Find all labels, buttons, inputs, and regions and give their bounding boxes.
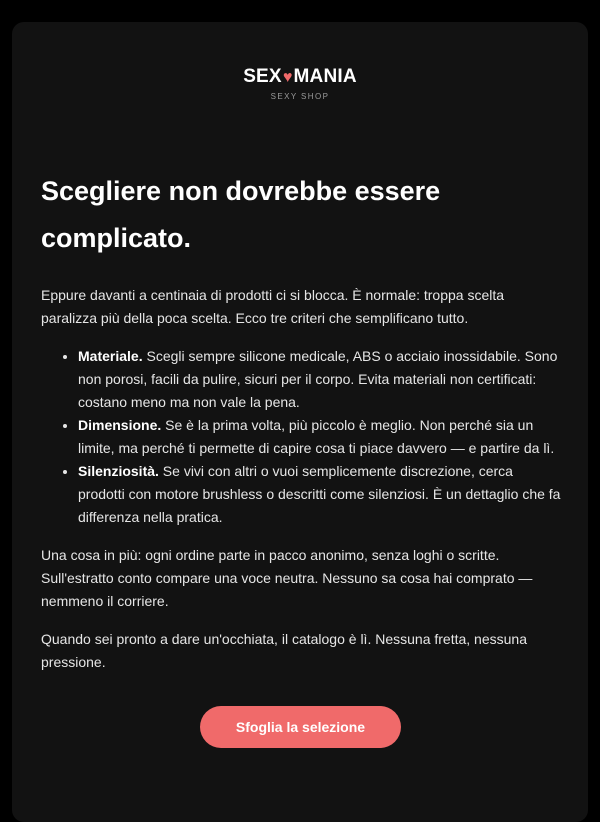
intro-paragraph: Eppure davanti a centinaia di prodotti ci si blocca. È normale: troppa scelta paralizza più della poca scelta. Ecco tre criteri che semplificano tutto. (41, 287, 505, 326)
heart-icon: ♥ (282, 69, 293, 86)
logo-tagline: SEXY SHOP (270, 92, 330, 101)
criteria-text: Se è la prima volta, più piccolo è meglio. Non perché sia un limite, ma perché ti permette di capire cosa ti piace davvero — e partire da lì. (78, 417, 555, 456)
email-headline: Scegliere non dovrebbe essere complicato. (41, 176, 441, 253)
criteria-item-size (78, 414, 561, 460)
email-card (12, 22, 588, 822)
criteria-title: Silenziosità. (78, 463, 159, 479)
criteria-title: Materiale. (78, 348, 143, 364)
criteria-item-material (78, 345, 561, 414)
criteria-list (41, 345, 561, 529)
browse-selection-button[interactable]: Sfoglia la selezione (200, 706, 401, 748)
closing-paragraph: Quando sei pronto a dare un'occhiata, il catalogo è lì. Nessuna fretta, nessuna pressione. (41, 631, 527, 670)
criteria-title: Dimensione. (78, 417, 162, 433)
logo-wordmark (243, 66, 357, 89)
criteria-text: Se vivi con altri o vuoi semplicemente discrezione, cerca prodotti con motore brushless o descritti come silenziosi. È un dettaglio che fa differenza nella pratica. (78, 463, 561, 525)
logo-text-left: SEX (243, 66, 282, 87)
logo-text-right: MANIA (293, 66, 357, 87)
email-body (41, 168, 561, 674)
privacy-paragraph: Una cosa in più: ogni ordine parte in pacco anonimo, senza loghi o scritte. Sull'estratto conto compare una voce neutra. Nessuno sa cosa hai comprato — nemmeno il corriere. (41, 547, 533, 609)
criteria-text: Scegli sempre silicone medicale, ABS o acciaio inossidabile. Sono non porosi, facili da pulire, sicuri per il corpo. Evita materiali non certificati: costano meno ma non vale la pena. (78, 348, 558, 410)
criteria-item-silence (78, 460, 561, 529)
brand-logo[interactable] (12, 66, 588, 101)
